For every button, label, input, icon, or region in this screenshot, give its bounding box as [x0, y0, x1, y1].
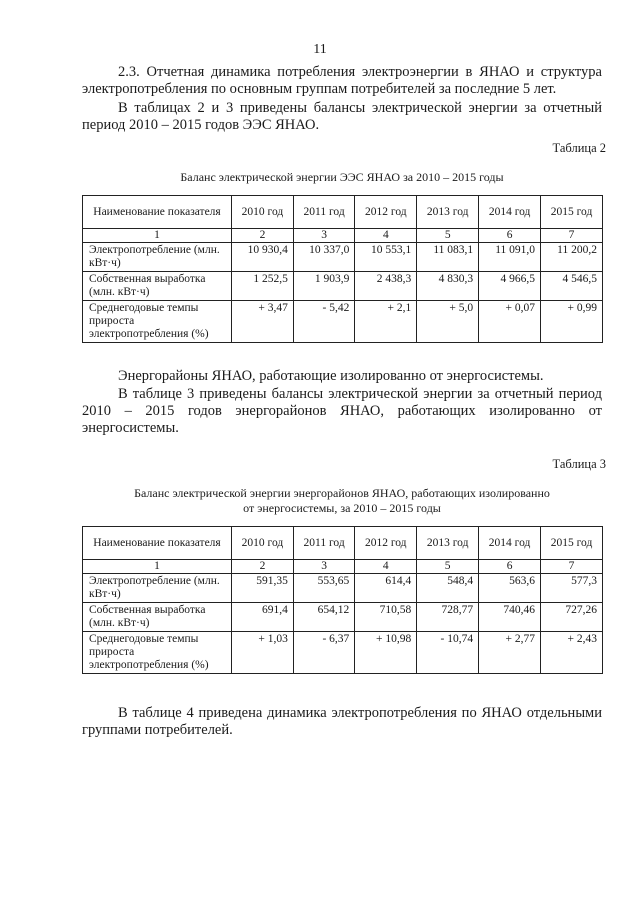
table3 — [82, 526, 603, 674]
cell-value: 11 091,0 — [479, 243, 541, 272]
column-number: 6 — [479, 229, 541, 243]
cell-value: 4 546,5 — [541, 272, 603, 301]
cell-value: 728,77 — [417, 603, 479, 632]
column-number: 1 — [83, 229, 232, 243]
table-row — [83, 603, 603, 632]
row-name: Собственная выработка (млн. кВт·ч) — [83, 603, 232, 632]
table-header-row — [83, 196, 603, 229]
cell-value: 591,35 — [232, 574, 294, 603]
table2-title: Баланс электрической энергии ЭЭС ЯНАО за 2010 – 2015 годы — [180, 170, 504, 184]
column-header-year: 2012 год — [355, 196, 417, 229]
table3-title-line1: Баланс электрической энергии энергорайонов ЯНАО, работающих изолированно — [134, 486, 550, 500]
table-row — [83, 574, 603, 603]
cell-value: 727,26 — [541, 603, 603, 632]
column-header-year: 2011 год — [293, 196, 354, 229]
cell-value: - 10,74 — [417, 632, 479, 674]
cell-value: 654,12 — [293, 603, 354, 632]
paragraph-table3-intro: В таблице 3 приведены балансы электрической энергии за отчетный период 2010 – 2015 годов энергорайонов ЯНАО, работающих изолированно от энергосистемы. — [82, 386, 602, 436]
column-header-year: 2014 год — [479, 196, 541, 229]
column-number: 4 — [355, 229, 417, 243]
cell-value: + 2,77 — [479, 632, 541, 674]
cell-value: 691,4 — [232, 603, 294, 632]
page-number: 11 — [313, 42, 327, 57]
column-header-year: 2010 год — [232, 196, 294, 229]
cell-value: - 6,37 — [293, 632, 354, 674]
column-number: 2 — [232, 560, 294, 574]
column-header-year: 2011 год — [293, 527, 354, 560]
table-row — [83, 272, 603, 301]
column-header-name: Наименование показателя — [83, 196, 232, 229]
cell-value: + 2,1 — [355, 301, 417, 343]
column-header-year: 2010 год — [232, 527, 294, 560]
cell-value: + 10,98 — [355, 632, 417, 674]
column-number: 3 — [293, 229, 354, 243]
cell-value: 10 930,4 — [232, 243, 294, 272]
table-row — [83, 301, 603, 343]
cell-value: 740,46 — [479, 603, 541, 632]
cell-value: 2 438,3 — [355, 272, 417, 301]
column-number: 7 — [541, 229, 603, 243]
cell-value: 10 553,1 — [355, 243, 417, 272]
cell-value: 10 337,0 — [293, 243, 354, 272]
cell-value: 11 200,2 — [541, 243, 603, 272]
cell-value: 548,4 — [417, 574, 479, 603]
cell-value: + 3,47 — [232, 301, 294, 343]
column-header-year: 2015 год — [541, 196, 603, 229]
section-heading: 2.3. Отчетная динамика потребления электроэнергии в ЯНАО и структура электропотребления по основным группам потребителей за последние 5 лет. — [82, 64, 602, 97]
column-header-name: Наименование показателя — [83, 527, 232, 560]
cell-value: + 2,43 — [541, 632, 603, 674]
table-row — [83, 632, 603, 674]
row-name: Среднегодовые темпы прироста электропотребления (%) — [83, 632, 232, 674]
cell-value: 1 252,5 — [232, 272, 294, 301]
cell-value: 710,58 — [355, 603, 417, 632]
row-name: Среднегодовые темпы прироста электропотребления (%) — [83, 301, 232, 343]
row-name: Электропотребление (млн. кВт·ч) — [83, 574, 232, 603]
cell-value: + 1,03 — [232, 632, 294, 674]
table3-title-line2: от энергосистемы, за 2010 – 2015 годы — [243, 501, 441, 515]
column-header-year: 2015 год — [541, 527, 603, 560]
column-number: 2 — [232, 229, 294, 243]
column-number-row — [83, 560, 603, 574]
column-number: 1 — [83, 560, 232, 574]
column-number: 7 — [541, 560, 603, 574]
column-header-year: 2013 год — [417, 527, 479, 560]
column-number: 6 — [479, 560, 541, 574]
cell-value: 614,4 — [355, 574, 417, 603]
cell-value: - 5,42 — [293, 301, 354, 343]
column-number: 5 — [417, 560, 479, 574]
cell-value: 563,6 — [479, 574, 541, 603]
column-header-year: 2013 год — [417, 196, 479, 229]
row-name: Электропотребление (млн. кВт·ч) — [83, 243, 232, 272]
column-number-row — [83, 229, 603, 243]
table2 — [82, 195, 603, 343]
row-name: Собственная выработка (млн. кВт·ч) — [83, 272, 232, 301]
cell-value: 4 830,3 — [417, 272, 479, 301]
column-number: 4 — [355, 560, 417, 574]
table-header-row — [83, 527, 603, 560]
table3-label: Таблица 3 — [552, 457, 606, 471]
table2-label: Таблица 2 — [552, 141, 606, 155]
cell-value: 1 903,9 — [293, 272, 354, 301]
cell-value: + 0,99 — [541, 301, 603, 343]
column-number: 5 — [417, 229, 479, 243]
cell-value: + 5,0 — [417, 301, 479, 343]
table-row — [83, 243, 603, 272]
intro-paragraph: В таблицах 2 и 3 приведены балансы электрической энергии за отчетный период 2010 – 2015 годов ЭЭС ЯНАО. — [82, 100, 602, 133]
subsection-paragraph: Энергорайоны ЯНАО, работающие изолированно от энергосистемы. — [118, 368, 544, 384]
cell-value: 11 083,1 — [417, 243, 479, 272]
cell-value: 4 966,5 — [479, 272, 541, 301]
cell-value: + 0,07 — [479, 301, 541, 343]
cell-value: 577,3 — [541, 574, 603, 603]
column-number: 3 — [293, 560, 354, 574]
column-header-year: 2012 год — [355, 527, 417, 560]
column-header-year: 2014 год — [479, 527, 541, 560]
cell-value: 553,65 — [293, 574, 354, 603]
closing-paragraph: В таблице 4 приведена динамика электропотребления по ЯНАО отдельными группами потребителей. — [82, 705, 602, 738]
